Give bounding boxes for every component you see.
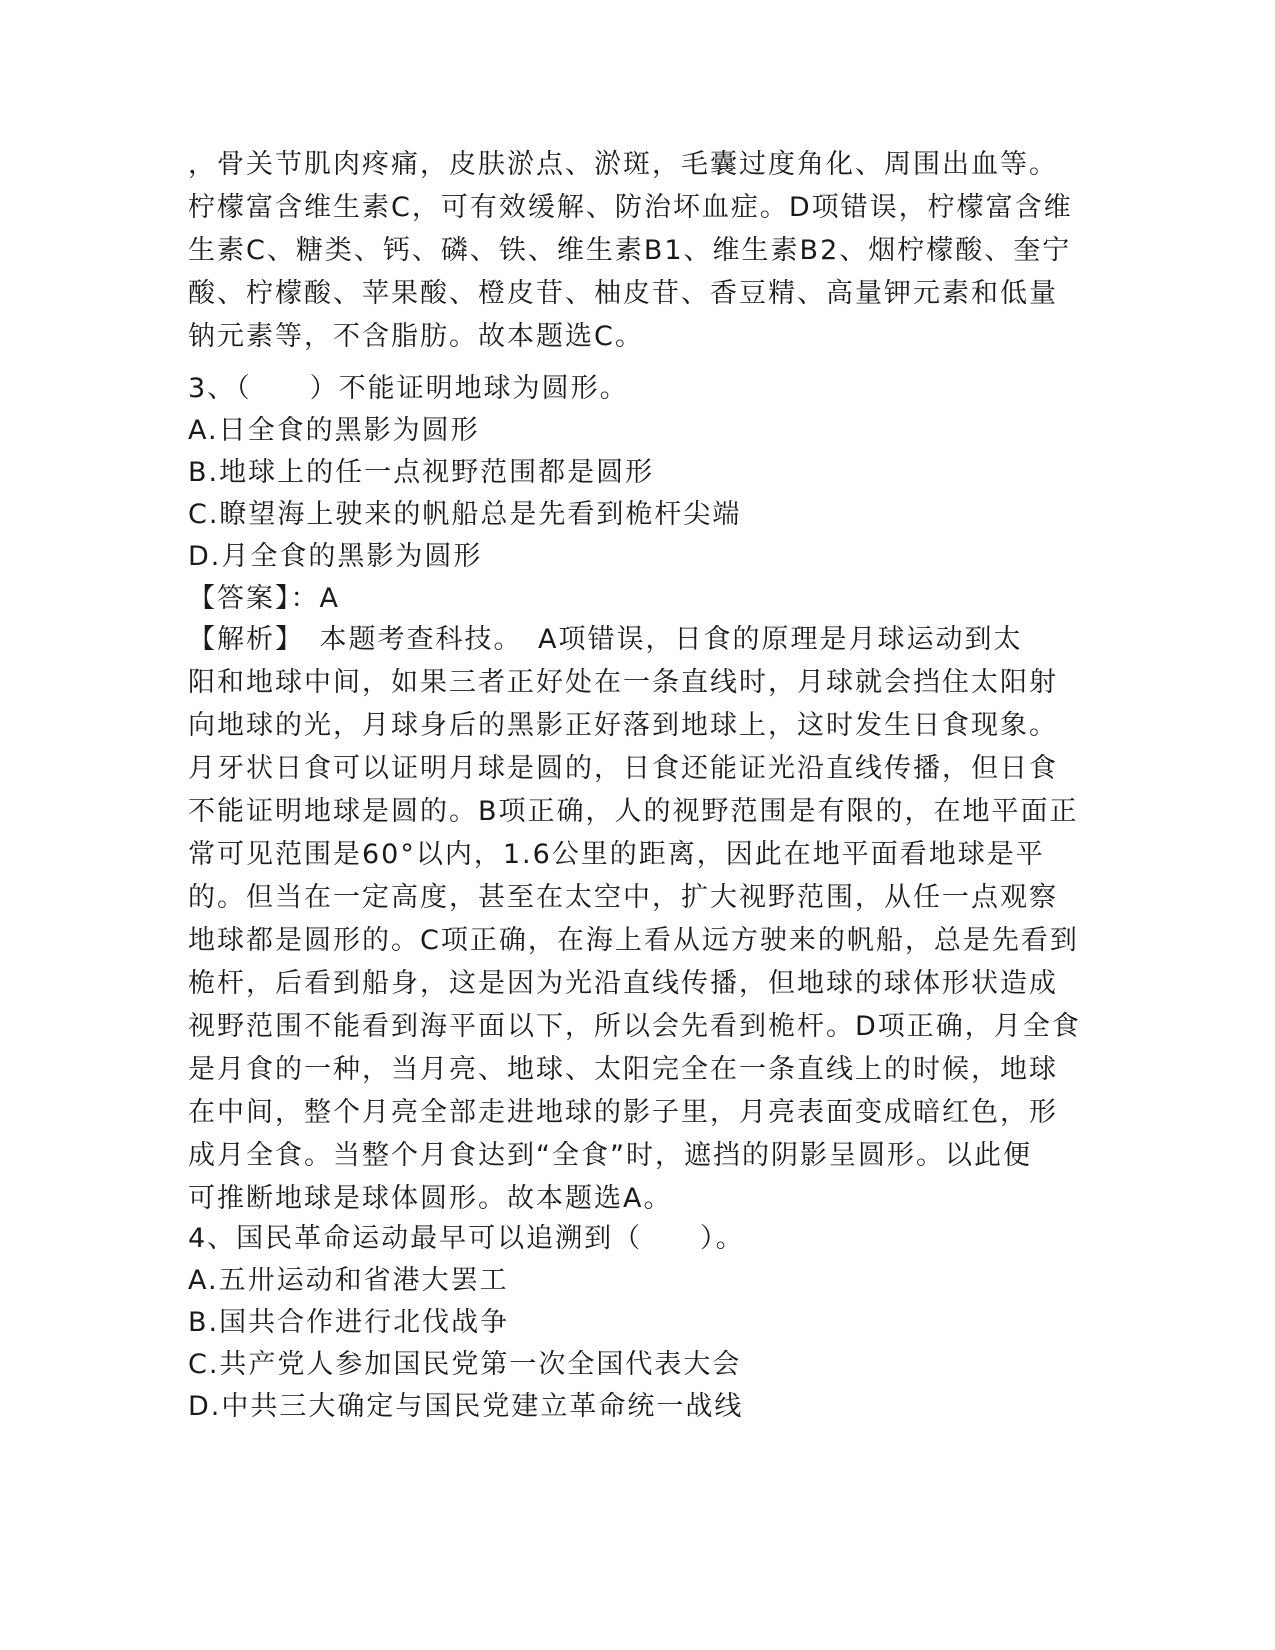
option-d: D.中共三大确定与国民党建立革命统一战线 — [188, 1391, 744, 1422]
analysis-line: 【解析】 本题考查科技。 A项错误，日食的原理是月球运动到太 — [188, 624, 1023, 655]
analysis-line: 桅杆，后看到船身，这是因为光沿直线传播，但地球的球体形状造成 — [188, 968, 1058, 999]
analysis-line: 可推断地球是球体圆形。故本题选A。 — [188, 1183, 673, 1214]
option-c: C.共产党人参加国民党第一次全国代表大会 — [188, 1349, 742, 1380]
analysis-line: 在中间，整个月亮全部走进地球的影子里，月亮表面变成暗红色，形 — [188, 1097, 1058, 1128]
question-3-analysis — [188, 618, 1088, 1220]
text-line: 柠檬富含维生素C，可有效缓解、防治坏血症。D项错误，柠檬富含维 — [188, 192, 1073, 223]
answer-line: 【答案】：A — [188, 583, 340, 614]
question-stem: 4、国民革命运动最早可以追溯到（ ）。 — [188, 1223, 745, 1254]
option-a: A.五卅运动和省港大罢工 — [188, 1265, 509, 1296]
option-b: B.国共合作进行北伐战争 — [188, 1307, 510, 1338]
text-line: 酸、柠檬酸、苹果酸、橙皮苷、柚皮苷、香豆精、高量钾元素和低量 — [188, 278, 1058, 309]
text-line: 钠元素等，不含脂肪。故本题选C。 — [188, 321, 644, 352]
question-stem: 3、（ ）不能证明地球为圆形。 — [188, 373, 629, 404]
question-3 — [188, 368, 1088, 620]
analysis-line: 的。但当在一定高度，甚至在太空中，扩大视野范围，从任一点观察 — [188, 882, 1058, 913]
option-b: B.地球上的任一点视野范围都是圆形 — [188, 457, 655, 488]
analysis-line: 成月全食。当整个月食达到“全食”时，遮挡的阴影呈圆形。以此便 — [188, 1140, 1032, 1171]
text-line: 生素C、糖类、钙、磷、铁、维生素B1、维生素B2、烟柠檬酸、奎宁 — [188, 235, 1072, 266]
analysis-line: 是月食的一种，当月亮、地球、太阳完全在一条直线上的时候，地球 — [188, 1054, 1058, 1085]
option-a: A.日全食的黑影为圆形 — [188, 415, 480, 446]
text-line: ，骨关节肌肉疼痛，皮肤淤点、淤斑，毛囊过度角化、周围出血等。 — [188, 149, 1058, 180]
analysis-line: 常可见范围是60°以内，1.6公里的距离，因此在地平面看地球是平 — [188, 839, 1045, 870]
option-d: D.月全食的黑影为圆形 — [188, 541, 483, 572]
analysis-line: 不能证明地球是圆的。B项正确，人的视野范围是有限的，在地平面正 — [188, 796, 1079, 827]
analysis-line: 地球都是圆形的。C项正确，在海上看从远方驶来的帆船，总是先看到 — [188, 925, 1079, 956]
analysis-line: 阳和地球中间，如果三者正好处在一条直线时，月球就会挡住太阳射 — [188, 667, 1058, 698]
previous-explanation — [188, 143, 1088, 358]
option-c: C.瞭望海上驶来的帆船总是先看到桅杆尖端 — [188, 499, 742, 530]
question-4 — [188, 1218, 1088, 1428]
analysis-line: 月牙状日食可以证明月球是圆的，日食还能证光沿直线传播，但日食 — [188, 753, 1058, 784]
analysis-line: 视野范围不能看到海平面以下，所以会先看到桅杆。D项正确，月全食 — [188, 1011, 1081, 1042]
analysis-line: 向地球的光，月球身后的黑影正好落到地球上，这时发生日食现象。 — [188, 710, 1058, 741]
